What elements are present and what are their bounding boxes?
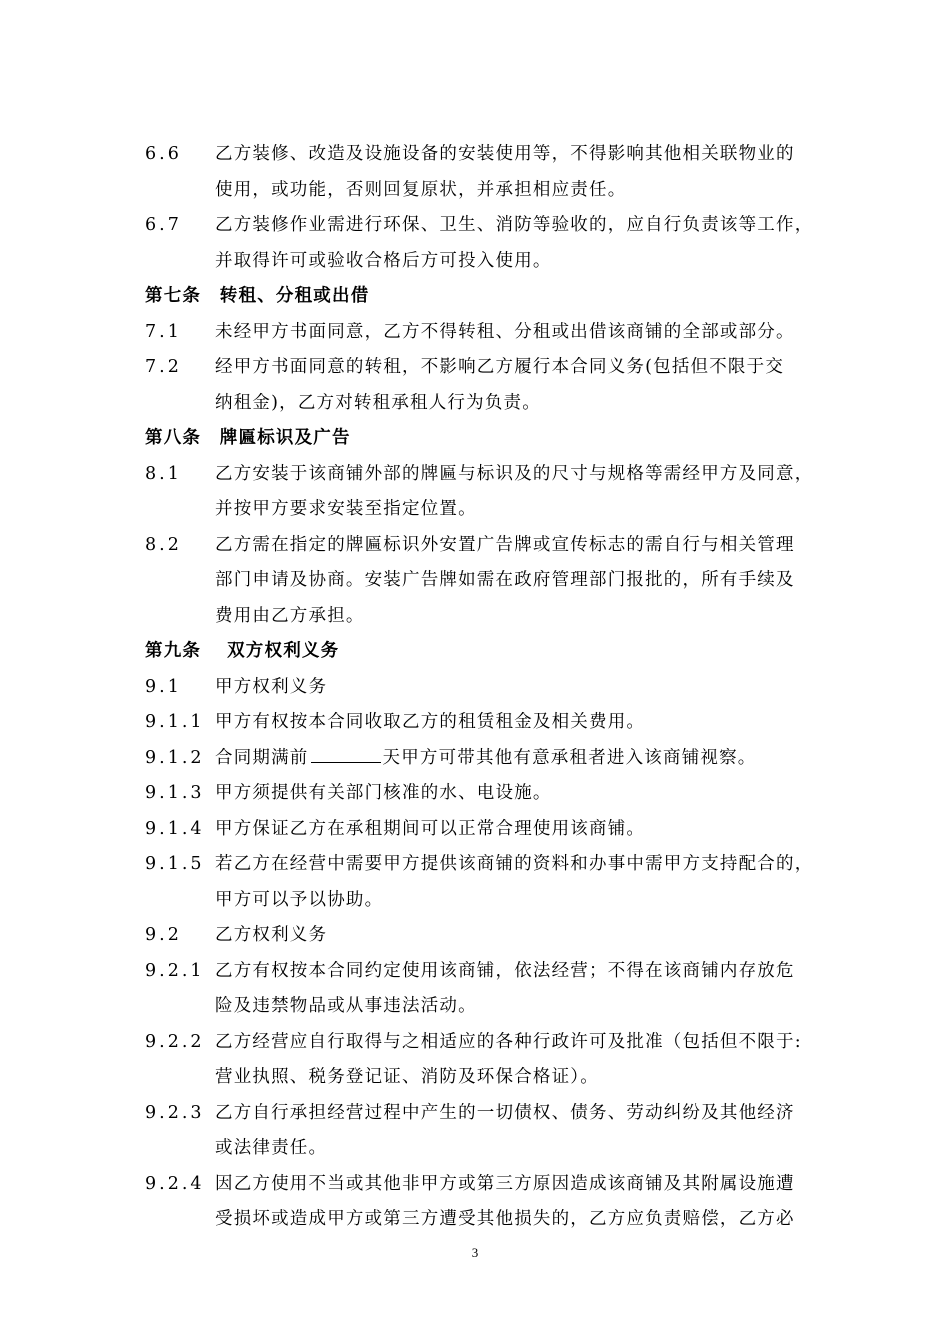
clause-item xyxy=(145,137,825,208)
clause-line: 因乙方使用不当或其他非甲方或第三方原因造成该商铺及其附属设施遭 xyxy=(215,1173,795,1194)
clause-line: 乙方权利义务 xyxy=(215,925,328,945)
page-number: 3 xyxy=(471,1245,479,1260)
clause-number: 9.2.4 xyxy=(145,1173,205,1194)
clause-text xyxy=(215,208,825,279)
clause-text xyxy=(215,137,825,208)
clause-number: 8.1 xyxy=(145,463,182,484)
clause-item xyxy=(145,705,825,741)
clause-number: 9.1.4 xyxy=(145,818,205,839)
clause-text xyxy=(215,1025,825,1096)
clause-item xyxy=(145,954,825,1025)
clause-text xyxy=(215,457,825,528)
clause-text xyxy=(215,954,825,1025)
clause-text xyxy=(215,918,825,954)
clause-line: 甲方有权按本合同收取乙方的租赁租金及相关费用。 xyxy=(215,712,646,732)
clause-line: 使用，或功能，否则回复原状，并承担相应责任。 xyxy=(215,179,627,200)
clause-number: 9.2.3 xyxy=(145,1102,205,1123)
clause-line: 受损坏或造成甲方或第三方遭受其他损失的，乙方应负责赔偿，乙方必 xyxy=(215,1209,795,1229)
clause-line: 纳租金)，乙方对转租承租人行为负责。 xyxy=(215,392,541,413)
clause-text xyxy=(215,776,825,812)
clause-line: 乙方经营应自行取得与之相适应的各种行政许可及批准（包括但不限于: xyxy=(215,1031,802,1052)
clause-item xyxy=(145,457,825,528)
document-body xyxy=(145,137,825,1238)
clause-item xyxy=(145,1025,825,1096)
clause-line: 若乙方在经营中需要甲方提供该商铺的资料和办事中需甲方支持配合的， xyxy=(215,854,814,874)
clause-number: 9.1 xyxy=(145,676,182,697)
clause-number: 8.2 xyxy=(145,534,182,555)
clause-item xyxy=(145,812,825,848)
clause-number: 7.2 xyxy=(145,357,182,377)
clause-text xyxy=(215,741,825,777)
article-heading: 第七条 转租、分租或出借 xyxy=(145,286,370,306)
clause-item xyxy=(145,315,825,351)
clause-line: 乙方安装于该商铺外部的牌匾与标识及的尺寸与规格等需经甲方及同意， xyxy=(215,463,814,484)
clause-item xyxy=(145,528,825,635)
clause-line: 费用由乙方承担。 xyxy=(215,605,365,626)
clause-text-before-blank: 合同期满前 xyxy=(215,747,309,768)
clause-number: 9.1.1 xyxy=(145,712,205,732)
fill-in-blank xyxy=(311,742,381,763)
clause-item xyxy=(145,670,825,706)
article-heading: 第九条 双方权利义务 xyxy=(145,641,340,661)
clause-line: 乙方装修、改造及设施设备的安装使用等，不得影响其他相关联物业的 xyxy=(215,144,795,164)
clause-line: 经甲方书面同意的转租，不影响乙方履行本合同义务(包括但不限于交 xyxy=(215,357,785,377)
clause-line: 甲方保证乙方在承租期间可以正常合理使用该商铺。 xyxy=(215,818,646,839)
clause-item xyxy=(145,918,825,954)
clause-number: 9.2 xyxy=(145,925,182,945)
clause-text xyxy=(215,350,825,421)
clause-line: 未经甲方书面同意，乙方不得转租、分租或出借该商铺的全部或部分。 xyxy=(215,321,795,342)
clause-text-after-blank: 天甲方可带其他有意承租者进入该商铺视察。 xyxy=(382,747,757,768)
clause-item xyxy=(145,741,825,777)
clause-item xyxy=(145,350,825,421)
clause-line: 甲方可以予以协助。 xyxy=(215,889,384,910)
clause-line: 或法律责任。 xyxy=(215,1138,328,1158)
clause-number: 9.1.2 xyxy=(145,747,205,768)
clause-line: 险及违禁物品或从事违法活动。 xyxy=(215,996,477,1016)
clause-text xyxy=(215,1167,825,1238)
clause-number: 6.6 xyxy=(145,144,182,164)
clause-number: 9.1.3 xyxy=(145,783,205,803)
clause-item xyxy=(145,1096,825,1167)
clause-line: 甲方权利义务 xyxy=(215,676,328,697)
clause-item xyxy=(145,776,825,812)
clause-line: 乙方装修作业需进行环保、卫生、消防等验收的，应自行负责该等工作， xyxy=(215,215,814,235)
clause-line: 并取得许可或验收合格后方可投入使用。 xyxy=(215,250,552,271)
clause-text xyxy=(215,812,825,848)
clause-text xyxy=(215,528,825,635)
clause-number: 7.1 xyxy=(145,321,182,342)
clause-text xyxy=(215,670,825,706)
clause-line: 乙方自行承担经营过程中产生的一切债权、债务、劳动纠纷及其他经济 xyxy=(215,1102,795,1123)
article-heading: 第八条 牌匾标识及广告 xyxy=(145,428,351,448)
clause-item xyxy=(145,847,825,918)
clause-line xyxy=(215,741,825,777)
clause-line: 并按甲方要求安装至指定位置。 xyxy=(215,499,477,519)
clause-line: 部门申请及协商。安装广告牌如需在政府管理部门报批的，所有手续及 xyxy=(215,570,795,590)
clause-line: 乙方有权按本合同约定使用该商铺，依法经营；不得在该商铺内存放危 xyxy=(215,960,795,981)
clause-item xyxy=(145,208,825,279)
clause-item xyxy=(145,1167,825,1238)
clause-number: 9.2.2 xyxy=(145,1031,205,1052)
clause-text xyxy=(215,705,825,741)
clause-number: 6.7 xyxy=(145,215,182,235)
clause-text xyxy=(215,847,825,918)
clause-line: 营业执照、税务登记证、消防及环保合格证）。 xyxy=(215,1067,599,1087)
clause-text xyxy=(215,315,825,351)
clause-line: 乙方需在指定的牌匾标识外安置广告牌或宣传标志的需自行与相关管理 xyxy=(215,534,795,555)
clause-number: 9.1.5 xyxy=(145,854,205,874)
clause-line: 甲方须提供有关部门核准的水、电设施。 xyxy=(215,783,552,803)
clause-number: 9.2.1 xyxy=(145,960,205,981)
clause-text xyxy=(215,1096,825,1167)
